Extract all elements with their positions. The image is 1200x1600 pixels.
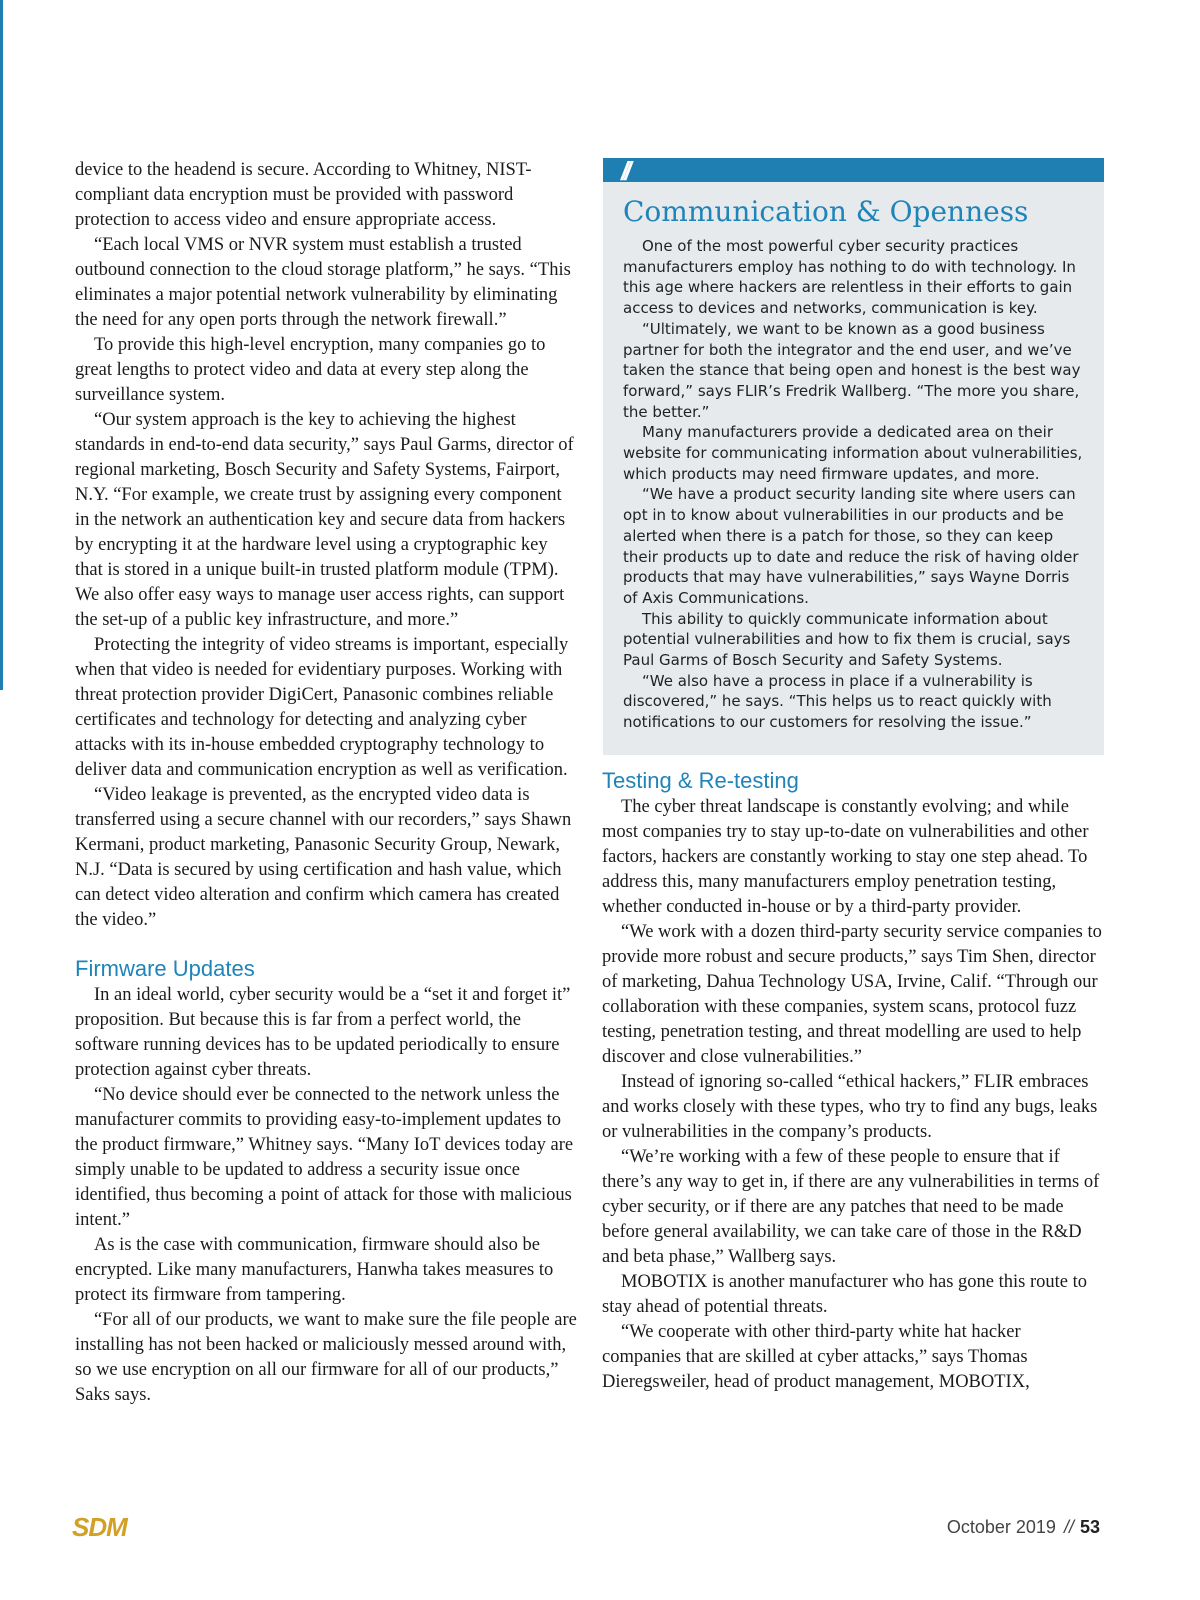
section-heading-firmware-updates: Firmware Updates	[75, 956, 255, 981]
sidebar-paragraph: Many manufacturers provide a dedicated area on their website for communicating information about vulnerabilities, which products may need firmware updates, and more.	[623, 423, 1083, 483]
body-paragraph: device to the headend is secure. According to Whitney, NIST-compliant data encryption must be provided with password protection to access video and ensure appropriate access.	[75, 160, 532, 230]
sidebar-box	[603, 158, 1104, 755]
sidebar-header-bar	[603, 156, 1104, 186]
body-paragraph: Instead of ignoring so-called “ethical hackers,” FLIR embraces and works closely with these types, who try to find any bugs, leaks or vulnerabilities in the company’s products.	[602, 1071, 1098, 1142]
sdm-logo: SDM	[72, 1512, 127, 1542]
section-heading-testing: Testing & Re-testing	[602, 767, 799, 793]
sidebar-paragraph: “Ultimately, we want to be known as a good business partner for both the integrator and the end user, and we’ve taken the stance that being open and honest is the best way forward,” says FLIR’s Fredrik Wallberg. “The more you share, the better.”	[623, 319, 1081, 421]
sidebar-paragraph: This ability to quickly communicate information about potential vulnerabilities and how to fix them is crucial, says Paul Garms of Bosch Security and Safety Systems.	[623, 609, 1071, 670]
body-paragraph: To provide this high-level encryption, many companies go to great lengths to protect video and data at every step along the surveillance system.	[75, 335, 546, 405]
body-paragraph: In an ideal world, cyber security would be a “set it and forget it” proposition. But because this is far from a perfect world, the software running devices has to be updated periodically to ensure protection against cyber threats.	[75, 985, 571, 1080]
folio	[947, 1517, 1100, 1538]
body-paragraph: “Video leakage is prevented, as the encrypted video data is transferred using a secure channel with our recorders,” says Shawn Kermani, product marketing, Panasonic Security Group, Newark, N.J. “Data is secured by using certification and hash value, which can detect video alteration and confirm which camera has created the video.”	[75, 785, 572, 930]
body-paragraph: “We cooperate with other third-party white hat hacker companies that are skilled at cyber attacks,” says Thomas Dieregsweiler, head of product management, MOBOTIX,	[602, 1321, 1030, 1392]
sidebar-body	[623, 236, 1084, 733]
body-paragraph: “Each local VMS or NVR system must establish a trusted outbound connection to the cloud storage platform,” he says. “This eliminates a major potential network vulnerability by eliminating the need for any open ports through the network firewall.”	[75, 235, 571, 330]
issue-date: October 2019	[946, 1517, 1056, 1537]
body-paragraph: “Our system approach is the key to achieving the highest standards in end-to-end data security,” says Paul Garms, director of regional marketing, Bosch Security and Safety Systems, Fairport, N.Y. “For example, we create trust by assigning every component in the network an authentication key and secure data from hackers by encrypting it at the hardware level using a cryptographic key that is stored in a unique built-in trusted platform module (TPM). We also offer easy ways to manage user access rights, can support the set-up of a public key infrastructure, and more.”	[75, 410, 574, 630]
left-column	[75, 158, 578, 1408]
body-paragraph: “For all of our products, we want to make sure the file people are installing has not been hacked or maliciously messed around with, so we use encryption on all our firmware for all of our products,” Saks says.	[75, 1310, 577, 1405]
body-paragraph: MOBOTIX is another manufacturer who has gone this route to stay ahead of potential threats.	[602, 1271, 1087, 1317]
body-paragraph: As is the case with communication, firmware should also be encrypted. Like many manufacturers, Hanwha takes measures to protect its firmware from tampering.	[75, 1235, 554, 1305]
sidebar-title: Communication & Openness	[623, 195, 1029, 228]
body-paragraph: The cyber threat landscape is constantly evolving; and while most companies try to stay up-to-date on vulnerabilities and other factors, hackers are constantly working to stay one step ahead. To address this, many manufacturers employ penetration testing, whether conducted in-house or by a third-party provider.	[602, 796, 1089, 917]
body-paragraph: Protecting the integrity of video streams is important, especially when that video is needed for evidentiary purposes. Working with threat protection provider DigiCert, Panasonic combines reliable certificates and technology for detecting and analyzing cyber attacks with its in-house embedded cryptography technology to deliver data and communication encryption as well as verification.	[75, 635, 569, 780]
page-number: 53	[1079, 1517, 1100, 1537]
sidebar-paragraph: “We have a product security landing site where users can opt in to know about vulnerabilities in our products and be alerted when there is a patch for those, so they can keep their products up to date and reduce the risk of having older products that may have vulnerabilities,” says Wayne Dorris of Axis Communications.	[623, 485, 1079, 607]
body-paragraph: “We’re working with a few of these people to ensure that if there’s any way to get in, if there are any vulnerabilities in terms of cyber security, or if there are any patches that need to be made before general availability, we can take care of those in the R&D and beta phase,” Wallberg says.	[602, 1146, 1100, 1267]
sidebar-paragraph: One of the most powerful cyber security practices manufacturers employ has nothing to do with technology. In this age where hackers are relentless in their efforts to gain access to devices and networks, communication is key.	[623, 237, 1076, 318]
right-column	[602, 158, 1104, 1395]
body-paragraph: “No device should ever be connected to the network unless the manufacturer commits to providing easy-to-implement updates to the product firmware,” Whitney says. “Many IoT devices today are simply unable to be updated to address a security issue once identified, thus becoming a point of attack for those with malicious intent.”	[75, 1085, 574, 1230]
sidebar-paragraph: “We also have a process in place if a vulnerability is discovered,” he says. “This helps us to react quickly with notifications to our customers for resolving the issue.”	[623, 671, 1052, 732]
page-edge-bar	[0, 0, 3, 690]
body-paragraph: “We work with a dozen third-party security service companies to provide more robust and secure products,” says Tim Shen, director of marketing, Dahua Technology USA, Irvine, Calif. “Through our collaboration with these companies, system scans, protocol fuzz testing, penetration testing, and threat modelling are used to help discover and close vulnerabilities.”	[602, 921, 1102, 1067]
double-slash-icon: //	[621, 156, 628, 186]
page-footer	[0, 1512, 1200, 1544]
folio-separator: //	[1063, 1517, 1074, 1537]
